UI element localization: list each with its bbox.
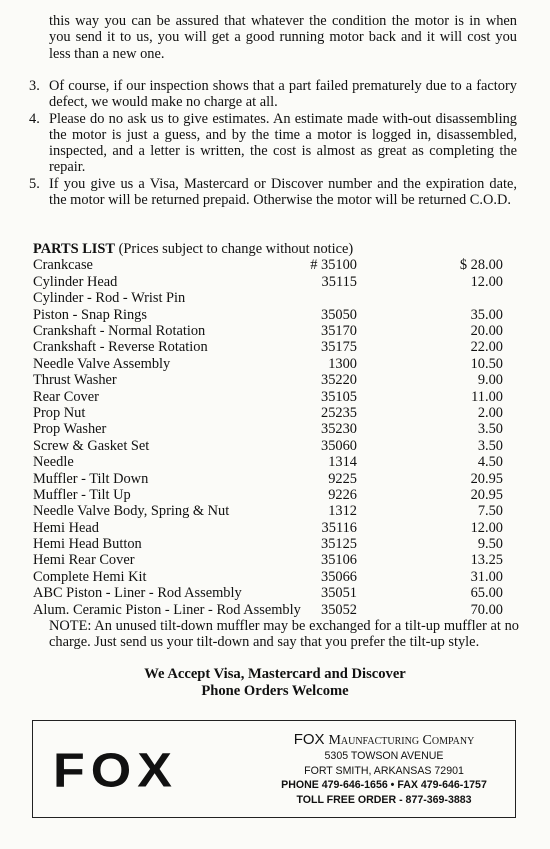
numbered-list (29, 78, 517, 208)
part-name-line: Hemi Head Button (33, 536, 142, 553)
parts-list (33, 241, 523, 618)
table-row (33, 356, 523, 372)
list-item-text: Please do no ask us to give estimates. An estimate made with-out disassembling the motor is just a guess, and by the time a motor is logged in, disassembled, inspected, and a letter is written, the cost is almost as great as completing the repair. (49, 110, 517, 176)
part-name-line: Screw & Gasket Set (33, 437, 150, 454)
table-row (33, 372, 523, 388)
part-name (33, 487, 333, 503)
part-price: 65.00 (470, 585, 503, 602)
part-name-line: Thrust Washer (33, 372, 117, 389)
table-row (33, 438, 523, 454)
list-item-5 (29, 176, 517, 209)
address-city: FORT SMITH, ARKANSAS 72901 (304, 764, 464, 777)
table-row (33, 487, 523, 503)
table-row (33, 602, 523, 618)
part-number: 35050 (321, 306, 357, 323)
company-name-fox: FOX (293, 731, 325, 748)
table-row (33, 569, 523, 585)
payment-accept-line: We Accept Visa, Mastercard and Discover (144, 666, 406, 682)
part-number: 35115 (321, 273, 357, 290)
part-price: 4.50 (477, 454, 503, 471)
table-row (33, 552, 523, 568)
part-number: 35230 (321, 421, 357, 438)
company-name (255, 731, 513, 749)
part-name-line: Complete Hemi Kit (33, 568, 147, 585)
part-number: 1300 (328, 355, 357, 372)
list-item-number: 4. (29, 110, 40, 127)
part-name-line: Alum. Ceramic Piston - Liner - Rod Assembly (33, 601, 301, 618)
part-number: # 35100 (310, 257, 357, 274)
table-row (33, 274, 523, 290)
part-price: 70.00 (470, 601, 503, 618)
table-row (33, 536, 523, 552)
part-price: 20.00 (470, 322, 503, 339)
part-name-line: ABC Piston - Liner - Rod Assembly (33, 585, 242, 602)
part-name (33, 520, 333, 536)
part-price: 20.95 (470, 470, 503, 487)
list-item-number: 3. (29, 78, 40, 94)
part-number: 9226 (328, 486, 357, 503)
part-price: $ 28.00 (459, 257, 503, 274)
part-number: 35060 (321, 437, 357, 454)
part-name-line: Hemi Rear Cover (33, 552, 135, 569)
part-name-line: Crankshaft - Normal Rotation (33, 322, 206, 339)
part-name (33, 356, 333, 372)
table-row (33, 339, 523, 355)
part-number: 35106 (321, 552, 357, 569)
part-price: 12.00 (470, 519, 503, 536)
intro-paragraph (49, 13, 517, 62)
part-number: 35066 (321, 568, 357, 585)
list-item-text: Of course, if our inspection shows that a part failed prematurely due to a factory defect, we would make no charge at all. (49, 78, 517, 111)
part-number: 25235 (321, 404, 357, 421)
table-row (33, 503, 523, 519)
table-row (33, 290, 523, 323)
part-number: 9225 (328, 470, 357, 487)
part-number: 35051 (321, 585, 357, 602)
part-name-line: Prop Nut (33, 404, 86, 421)
part-name (33, 602, 333, 618)
parts-list-subtitle: (Prices subject to change without notice) (118, 241, 354, 257)
part-name-line: Hemi Head (33, 519, 99, 536)
part-number: 35105 (321, 388, 357, 405)
table-row (33, 389, 523, 405)
list-item-4 (29, 111, 517, 176)
part-name-line: Needle Valve Assembly (33, 355, 171, 372)
part-price: 31.00 (470, 568, 503, 585)
part-price: 20.95 (470, 486, 503, 503)
note-paragraph: NOTE: An unused tilt-down muffler may be exchanged for a tilt-up muffler at no charge. Just send us your tilt-down and say that you prefer the tilt-up style. (49, 618, 519, 651)
table-row (33, 323, 523, 339)
parts-rows (33, 257, 523, 618)
address-street: 5305 TOWSON AVENUE (324, 750, 444, 762)
part-price: 10.50 (470, 355, 503, 372)
table-row (33, 405, 523, 421)
part-name (33, 471, 333, 487)
part-name (33, 290, 333, 323)
part-price: 13.25 (470, 552, 503, 569)
part-price: 12.00 (470, 273, 503, 290)
table-row (33, 454, 523, 470)
company-info (255, 731, 513, 807)
part-name (33, 503, 333, 519)
part-price: 2.00 (477, 404, 503, 421)
part-number: 35170 (321, 322, 357, 339)
part-number: 35116 (321, 519, 357, 536)
part-name (33, 569, 333, 585)
part-price: 9.50 (477, 536, 503, 553)
list-item-3 (29, 78, 517, 111)
part-price: 11.00 (471, 388, 503, 405)
parts-list-title: PARTS LIST (33, 241, 116, 257)
part-name (33, 372, 333, 388)
fox-logo: FOX (53, 744, 178, 798)
phone-orders-line: Phone Orders Welcome (201, 682, 349, 699)
part-name-line: Needle (33, 454, 74, 471)
part-name-line: Muffler - Tilt Down (33, 470, 149, 487)
table-row (33, 471, 523, 487)
part-name-line: Prop Washer (33, 421, 107, 438)
part-number: 35175 (321, 339, 357, 356)
part-name-line: Piston - Snap Rings (33, 306, 147, 323)
table-row (33, 421, 523, 437)
company-name-rest: Maunfacturing Company (328, 733, 475, 748)
part-number: 35052 (321, 601, 357, 618)
part-name (33, 552, 333, 568)
part-name-line: Needle Valve Body, Spring & Nut (33, 503, 230, 520)
payment-notice (0, 666, 550, 699)
part-price: 22.00 (470, 339, 503, 356)
part-number: 35220 (321, 372, 357, 389)
table-row (33, 585, 523, 601)
table-row (33, 257, 523, 273)
part-price: 35.00 (470, 306, 503, 323)
part-price: 7.50 (477, 503, 503, 520)
part-name (33, 339, 333, 355)
part-name (33, 585, 333, 601)
part-name-line: Rear Cover (33, 388, 99, 405)
list-item-text: If you give us a Visa, Mastercard or Discover number and the expiration date, the motor will be returned prepaid. Otherwise the motor will be returned C.O.D. (49, 175, 517, 209)
part-price: 3.50 (477, 421, 503, 438)
part-name-line: Crankcase (33, 257, 93, 274)
part-name-line: Cylinder Head (33, 273, 118, 290)
part-name (33, 323, 333, 339)
part-number: 35125 (321, 536, 357, 553)
part-name (33, 274, 333, 290)
phone-fax: PHONE 479-646-1656 • FAX 479-646-1757 (281, 779, 487, 791)
part-name (33, 438, 333, 454)
intro-text: this way you can be assured that whatever the condition the motor is in when you send it to us, you will get a good running motor back and it will cost you less than a new one. (49, 13, 517, 62)
part-name-line: Cylinder - Rod - Wrist Pin (33, 290, 186, 307)
part-price: 3.50 (477, 437, 503, 454)
table-row (33, 520, 523, 536)
part-name-line: Muffler - Tilt Up (33, 486, 131, 503)
part-number: 1312 (328, 503, 357, 520)
part-number: 1314 (328, 454, 357, 471)
part-name (33, 421, 333, 437)
part-name-line: Crankshaft - Reverse Rotation (33, 339, 208, 356)
company-box (32, 720, 516, 818)
list-item-number: 5. (29, 175, 40, 192)
part-name (33, 257, 333, 273)
parts-list-heading (33, 241, 523, 257)
part-name (33, 389, 333, 405)
part-name (33, 405, 333, 421)
part-name (33, 454, 333, 470)
toll-free-number: TOLL FREE ORDER - 877-369-3883 (296, 793, 472, 806)
part-price: 9.00 (477, 372, 503, 389)
part-name (33, 536, 333, 552)
